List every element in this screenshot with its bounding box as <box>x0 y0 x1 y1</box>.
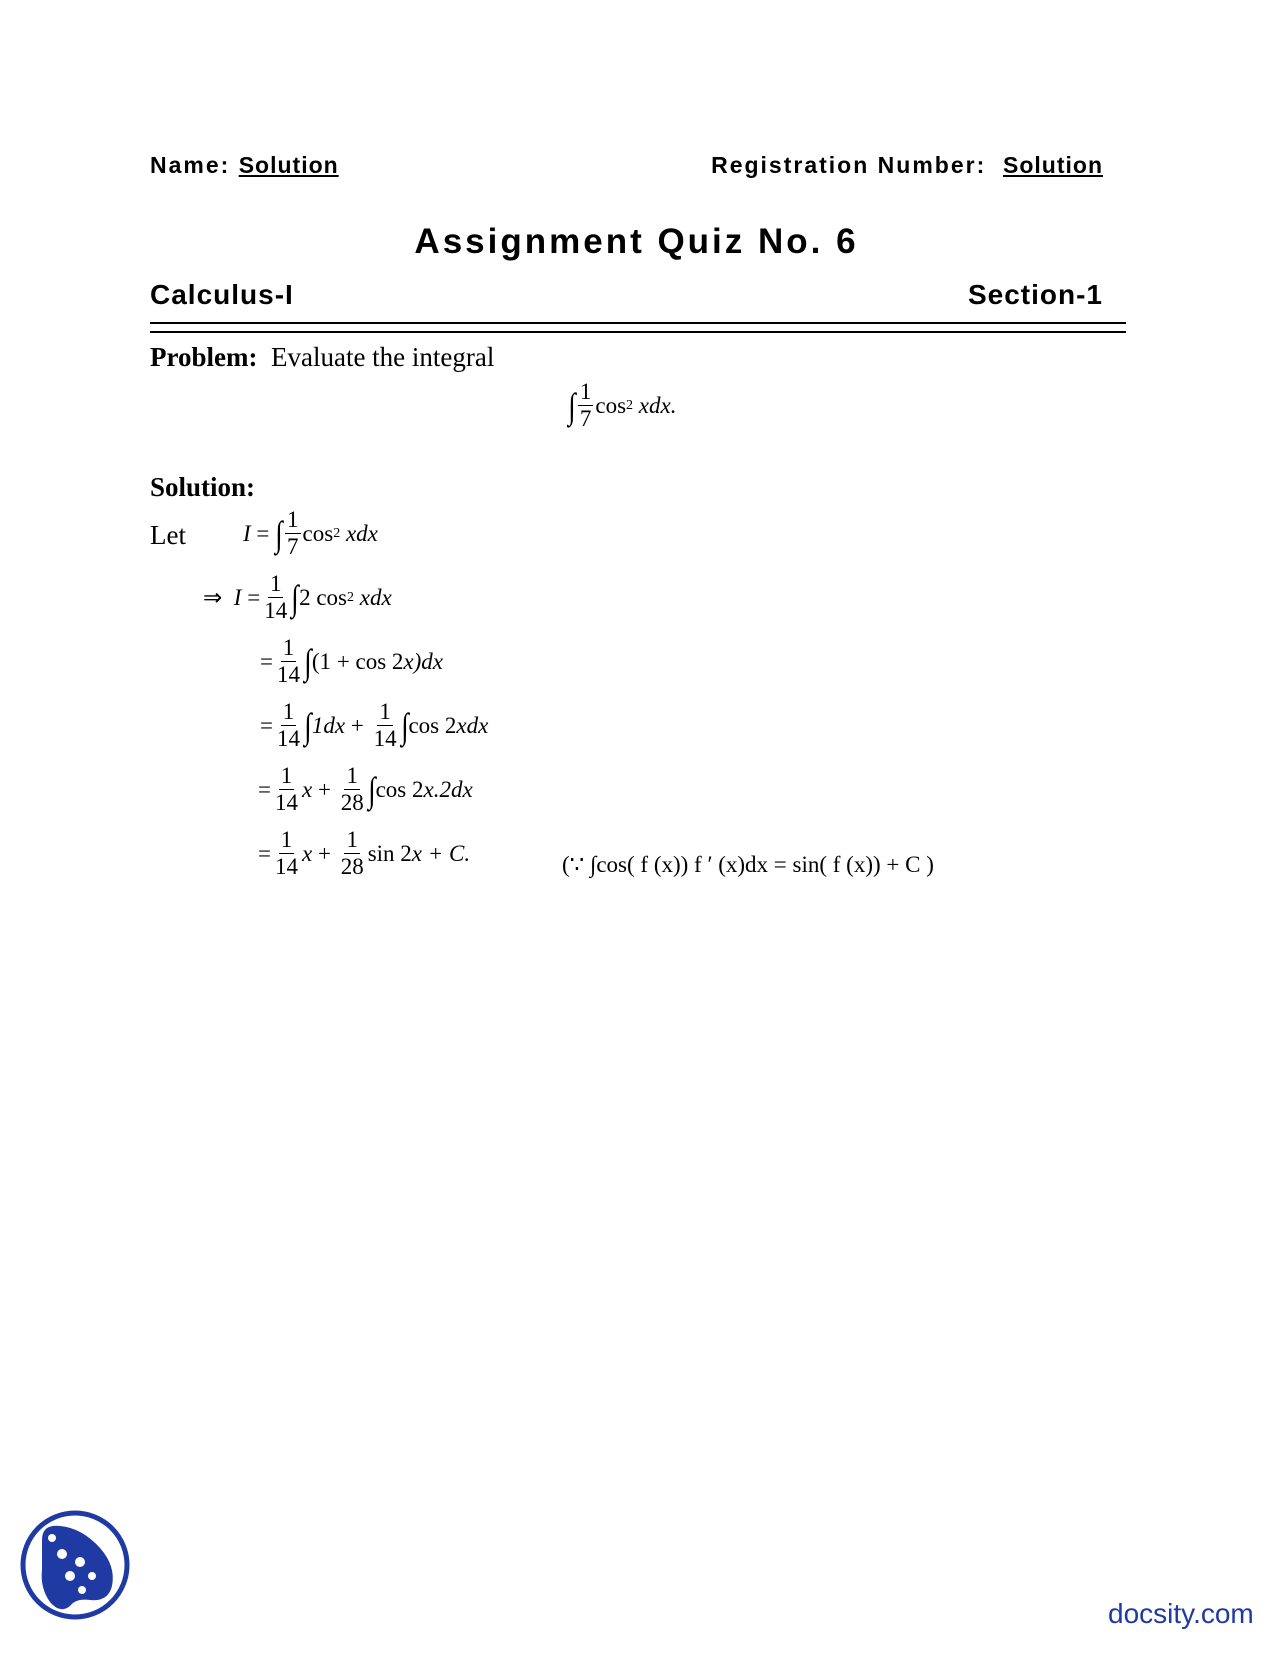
integral-sign: ∫ <box>304 705 312 746</box>
cos2-term: cos 2 <box>408 713 457 739</box>
x-var: x <box>301 777 313 803</box>
x-var: x <box>411 841 422 867</box>
solution-step-6 <box>258 828 470 879</box>
fraction-one-twentyeighth: $\frac{1}{28}$ <box>340 827 364 880</box>
docsity-logo-icon[interactable] <box>20 1510 130 1620</box>
name-field <box>150 152 339 179</box>
solution-label: Solution: <box>150 472 256 502</box>
var-i: I <box>233 585 242 611</box>
fraction-one-fourteenth: $\frac{1}{14}$ <box>276 635 300 688</box>
registration-field <box>711 152 1103 179</box>
registration-label: Registration Number: <box>711 152 987 178</box>
page-title: Assignment Quiz No. 6 <box>414 222 859 261</box>
integral-sign: ∫ <box>400 705 409 746</box>
xdx-term: xdx <box>359 585 392 611</box>
section-name: Section-1 <box>967 279 1103 310</box>
cos2-term: cos 2 <box>375 777 424 803</box>
equals-sign: = <box>260 713 273 739</box>
fraction-one-seventh: $\frac{1}{7}$ <box>579 379 592 432</box>
xdx-term: xdx <box>456 713 489 739</box>
equals-sign: = <box>260 649 273 675</box>
plus-sign: + <box>317 841 331 867</box>
fraction-one-seventh: $\frac{1}{7}$ <box>287 507 299 560</box>
integral-sign: ∫ <box>568 385 576 426</box>
equals-sign: = <box>258 777 271 803</box>
xdx-term: xdx. <box>638 393 677 419</box>
let-label: Let <box>150 520 186 550</box>
fraction-one-fourteenth: $\frac{1}{14}$ <box>264 571 288 624</box>
cos-term: cos <box>595 393 627 419</box>
problem-integral <box>568 380 676 431</box>
equals-sign: = <box>256 521 270 547</box>
fraction-one-fourteenth: $\frac{1}{14}$ <box>373 699 397 752</box>
cos-term: cos <box>302 521 334 547</box>
xdx-term: xdx <box>345 521 378 547</box>
registration-value: Solution <box>1003 152 1103 178</box>
fraction-one-fourteenth: $\frac{1}{14}$ <box>274 763 298 816</box>
problem-text: Evaluate the integral <box>270 342 495 372</box>
close-dx: )dx <box>413 649 443 675</box>
paren-expression: (1 + cos 2 <box>311 649 404 675</box>
implies-arrow: ⇒ <box>203 585 223 611</box>
two-cos-term: 2 cos <box>299 585 347 611</box>
solution-step-1 <box>243 508 378 559</box>
fraction-one-fourteenth: $\frac{1}{14}$ <box>276 699 300 752</box>
equals-sign: = <box>247 585 261 611</box>
var-i: I <box>243 521 251 547</box>
plus-sign: + <box>317 777 331 803</box>
reason-note: (∵ ∫cos( f (x)) f ′ (x)dx = sin( f (x)) + C ) <box>562 852 934 877</box>
plus-c-term: + C. <box>427 841 471 867</box>
exponent-2: 2 <box>333 525 341 541</box>
x-var: x <box>301 841 313 867</box>
integral-sign: ∫ <box>275 513 283 554</box>
solution-step-3 <box>260 636 443 687</box>
fraction-one-fourteenth: $\frac{1}{14}$ <box>274 827 298 880</box>
solution-step-5 <box>258 764 473 815</box>
problem-statement <box>150 342 494 373</box>
x-var: x <box>403 649 414 675</box>
integral-sign: ∫ <box>291 577 299 618</box>
solution-step-2 <box>203 572 392 623</box>
name-value: Solution <box>238 152 339 178</box>
exponent-2: 2 <box>346 589 354 605</box>
one-dx-term: 1dx <box>311 713 346 739</box>
problem-label: Problem: <box>150 342 258 372</box>
integral-sign: ∫ <box>304 641 312 682</box>
docsity-brand-link[interactable]: docsity.com <box>1108 1598 1254 1629</box>
exponent-2: 2 <box>626 397 634 413</box>
x-dot-2dx-term: x.2dx <box>423 777 473 803</box>
double-rule-divider <box>150 322 1126 333</box>
solution-step-4 <box>260 700 488 751</box>
integral-sign: ∫ <box>367 769 376 810</box>
equals-sign: = <box>258 841 271 867</box>
fraction-one-twentyeighth: $\frac{1}{28}$ <box>340 763 364 816</box>
plus-sign: + <box>350 713 364 739</box>
name-label: Name: <box>150 152 231 178</box>
course-name: Calculus-I <box>150 279 294 310</box>
sin2-term: sin 2 <box>367 841 412 867</box>
